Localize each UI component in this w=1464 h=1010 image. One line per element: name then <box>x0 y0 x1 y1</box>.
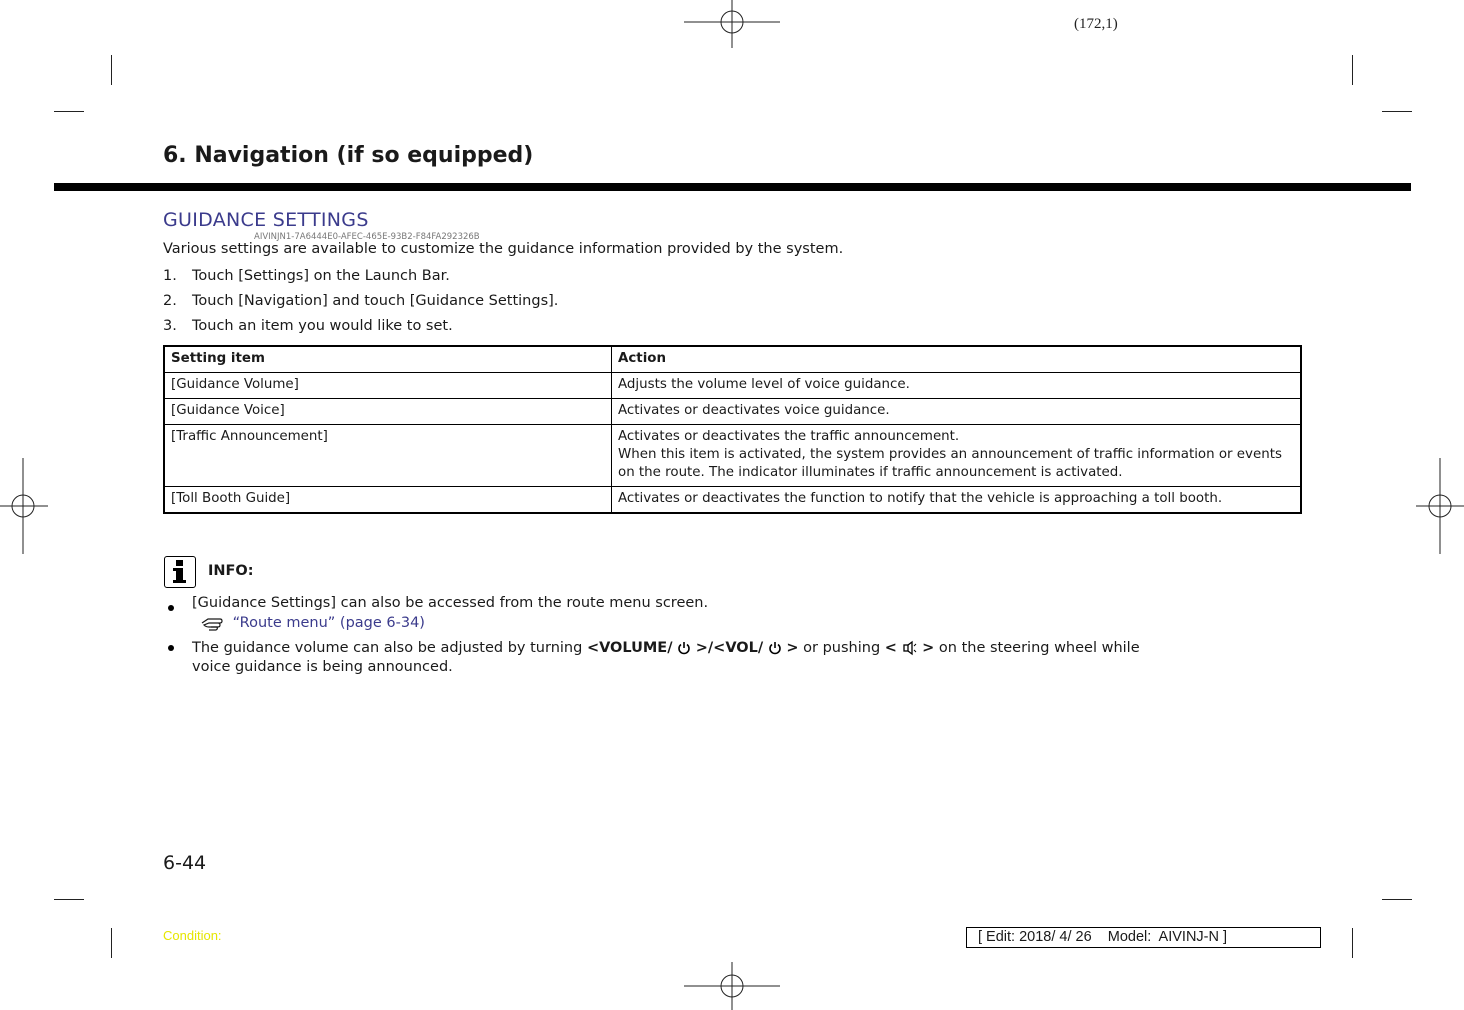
speaker-icon <box>902 640 918 656</box>
settings-table <box>163 345 1302 514</box>
registration-mark-top <box>684 0 780 48</box>
crop-mark <box>111 55 112 85</box>
info-bullet-2 <box>192 639 1140 677</box>
edit-info-box: [ Edit: 2018/ 4/ 26 Model: AIVINJ-N ] <box>966 927 1321 948</box>
crop-mark <box>54 111 84 112</box>
step-text: Touch an item you would like to set. <box>192 318 453 334</box>
pointing-hand-icon <box>200 614 228 632</box>
vol-control-label: >/<VOL/ <box>695 640 764 656</box>
chapter-title: 6. Navigation (if so equipped) <box>163 143 534 168</box>
column-header-action: Action <box>612 346 1302 373</box>
action-cell <box>612 425 1302 487</box>
section-id-code: AIVINJN1-7A6444E0-AFEC-465E-93B2-F84FA292326B <box>254 232 480 242</box>
registration-mark-right <box>1416 458 1464 554</box>
info-icon <box>164 556 196 588</box>
action-cell: Activates or deactivates voice guidance. <box>612 399 1302 425</box>
crop-mark <box>54 899 84 900</box>
power-icon <box>677 641 691 655</box>
route-menu-reference[interactable] <box>200 614 425 633</box>
setting-item-cell: [Traffic Announcement] <box>164 425 612 487</box>
table-row <box>164 487 1301 514</box>
registration-mark-bottom <box>684 962 780 1010</box>
crop-mark <box>1382 111 1412 112</box>
action-cell: Activates or deactivates the function to notify that the vehicle is approaching a toll booth. <box>612 487 1302 514</box>
table-row <box>164 373 1301 399</box>
step-number: 2. <box>163 293 177 309</box>
bullet-text: or pushing <box>798 640 885 656</box>
condition-label: Condition: <box>163 928 222 943</box>
action-line: When this item is activated, the system provides an announcement of traffic information or events on the route. The indicator illuminates if traffic announcement is activated. <box>618 447 1282 480</box>
table-row <box>164 425 1301 487</box>
step-text: Touch [Navigation] and touch [Guidance Settings]. <box>192 293 559 309</box>
crop-mark <box>1382 899 1412 900</box>
header-rule <box>54 183 1411 191</box>
speaker-switch-close: > <box>922 640 935 656</box>
step-number: 3. <box>163 318 177 334</box>
speaker-switch-open: < <box>884 640 897 656</box>
volume-control-label: <VOLUME/ <box>586 640 673 656</box>
setting-item-cell: [Toll Booth Guide] <box>164 487 612 514</box>
column-header-setting-item: Setting item <box>164 346 612 373</box>
power-icon <box>768 641 782 655</box>
bullet-text: voice guidance is being announced. <box>192 659 453 675</box>
step-1 <box>163 268 450 284</box>
setting-item-cell: [Guidance Volume] <box>164 373 612 399</box>
step-text: Touch [Settings] on the Launch Bar. <box>192 268 450 284</box>
info-bullet-1: [Guidance Settings] can also be accessed from the route menu screen. <box>192 595 709 611</box>
table-header-row <box>164 346 1301 373</box>
action-cell: Adjusts the volume level of voice guidance. <box>612 373 1302 399</box>
step-2 <box>163 293 558 309</box>
bullet-text: The guidance volume can also be adjusted by turning <box>192 640 587 656</box>
crop-mark <box>111 928 112 958</box>
registration-mark-left <box>0 458 48 554</box>
bullet-dot <box>168 605 174 611</box>
crop-mark <box>1352 55 1353 85</box>
bullet-text: on the steering wheel while <box>934 640 1140 656</box>
info-label: INFO: <box>208 563 254 579</box>
page-code: (172,1) <box>1074 16 1118 32</box>
section-title: GUIDANCE SETTINGS <box>163 209 369 231</box>
action-line: Activates or deactivates the traffic announcement. <box>618 429 960 444</box>
bullet-dot <box>168 645 174 651</box>
step-number: 1. <box>163 268 177 284</box>
page-number: 6-44 <box>163 852 207 874</box>
crop-mark <box>1352 928 1353 958</box>
table-row <box>164 399 1301 425</box>
step-3 <box>163 318 453 334</box>
setting-item-cell: [Guidance Voice] <box>164 399 612 425</box>
intro-text: Various settings are available to customize the guidance information provided by the system. <box>163 241 844 257</box>
vol-control-close: > <box>786 640 799 656</box>
route-menu-link[interactable]: “Route menu” (page 6-34) <box>232 615 425 631</box>
